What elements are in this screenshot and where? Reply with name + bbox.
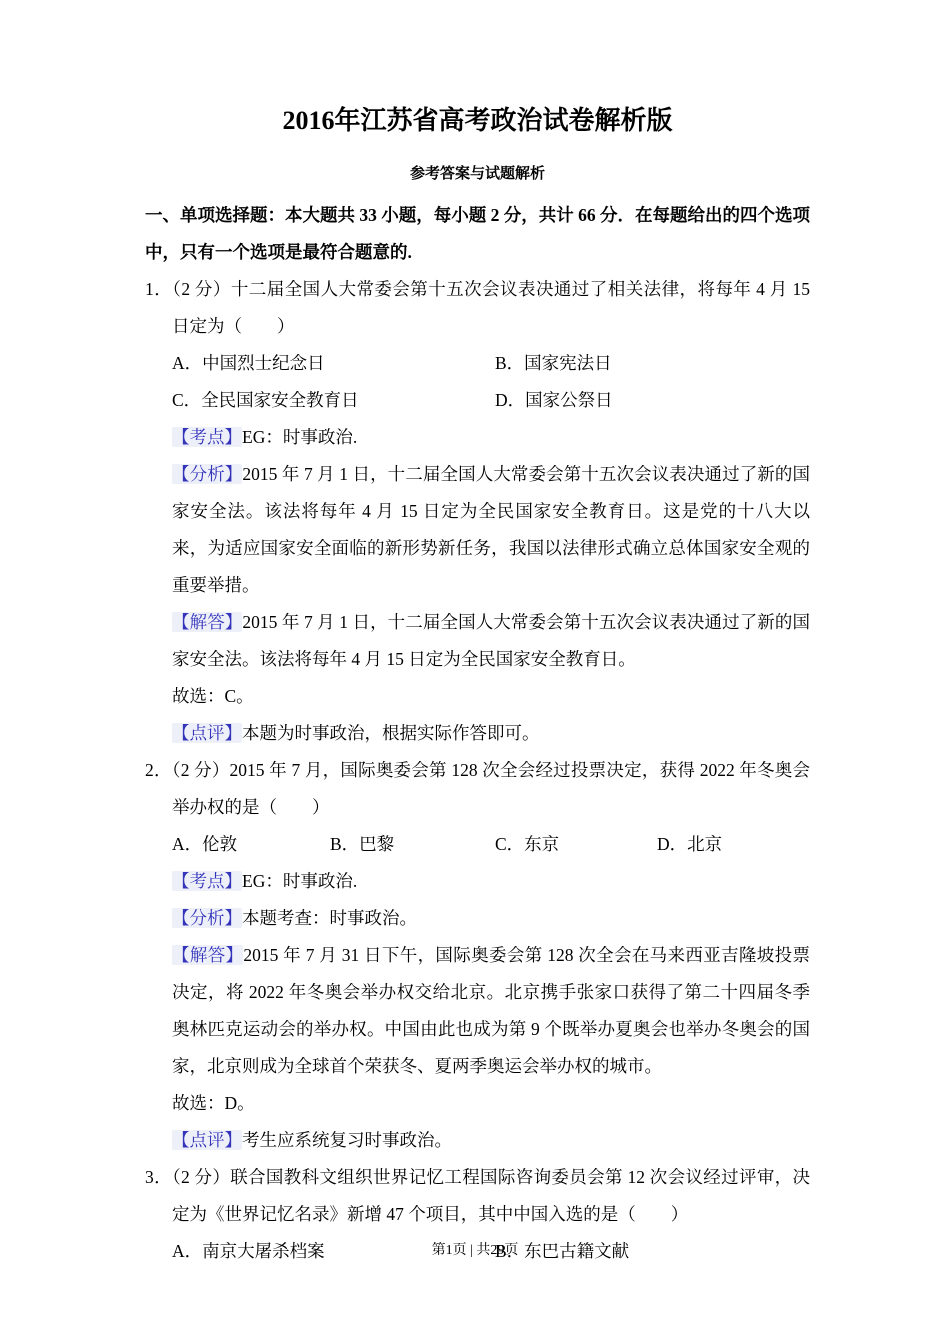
question-stem-line [145, 271, 810, 345]
question-number: 3． [145, 1167, 172, 1187]
question-2 [145, 752, 810, 1159]
comment-label: 【点评】 [172, 1130, 242, 1150]
option-a: A．伦敦 [172, 834, 238, 854]
solution-line [172, 604, 810, 678]
options-row [172, 826, 810, 863]
section-header: 一、单项选择题：本大题共 33 小题，每小题 2 分，共计 66 分．在每题给出的四个选项中，只有一个选项是最符合题意的. [145, 205, 810, 262]
answer-line: 故选：D。 [172, 1093, 255, 1113]
option-b: B．国家宪法日 [495, 353, 612, 373]
option-c: C．东京 [495, 834, 560, 854]
exam-point-label: 【考点】 [172, 427, 242, 447]
analysis-label: 【分析】 [172, 908, 242, 928]
options-row [172, 345, 810, 419]
comment-line [172, 715, 810, 752]
option-c: C．全民国家安全教育日 [172, 390, 359, 410]
question-stem: （2 分）2015 年 7 月，国际奥委会第 128 次全会经过投票决定，获得 2022 年冬奥会举办权的是（ ） [171, 760, 811, 817]
solution-label: 【解答】 [172, 945, 244, 965]
comment-text: 考生应系统复习时事政治。 [242, 1130, 452, 1150]
question-number: 2． [145, 760, 172, 780]
solution-text: 2015 年 7 月 1 日，十二届全国人大常委会第十五次会议表决通过了新的国家安全法。该法将每年 4 月 15 日定为全民国家安全教育日。 [172, 612, 811, 669]
exam-point-line [172, 419, 810, 456]
question-1 [145, 271, 810, 752]
solution-line [172, 937, 810, 1085]
option-b: B．东巴古籍文献 [495, 1241, 630, 1261]
option-a: A．南京大屠杀档案 [172, 1241, 325, 1261]
solution-text: 2015 年 7 月 31 日下午，国际奥委会第 128 次全会在马来西亚吉隆坡投票决定，将 2022 年冬奥会举办权交给北京。北京携手张家口获得了第二十四届冬季奥林匹克运动会的举办权。中国由此也成为第 9 个既举办夏奥会也举办冬奥会的国家，北京则成为全球首个荣获冬、夏两季奥运会举办权的城市。 [172, 945, 811, 1076]
page-subtitle: 参考答案与试题解析 [409, 166, 545, 182]
question-number: 1． [145, 279, 173, 299]
analysis-text: 本题考查：时事政治。 [242, 908, 417, 928]
analysis-line [172, 456, 810, 604]
comment-line [172, 1122, 810, 1159]
exam-point-label: 【考点】 [172, 871, 242, 891]
exam-point-text: EG：时事政治. [242, 427, 358, 447]
question-stem-line [145, 752, 810, 826]
question-stem: （2 分）联合国教科文组织世界记忆工程国际咨询委员会第 12 次会议经过评审，决定为《世界记忆名录》新增 47 个项目，其中中国入选的是（ ） [171, 1167, 811, 1224]
option-d: D．北京 [657, 834, 723, 854]
page-title: 2016年江苏省高考政治试卷解析版 [282, 106, 673, 135]
answer-line: 故选：C。 [172, 686, 254, 706]
comment-label: 【点评】 [172, 723, 242, 743]
option-a: A．中国烈士纪念日 [172, 353, 325, 373]
option-b: B．巴黎 [330, 834, 395, 854]
exam-point-text: EG：时事政治. [242, 871, 358, 891]
analysis-label: 【分析】 [172, 464, 243, 484]
solution-label: 【解答】 [172, 612, 243, 632]
exam-point-line [172, 863, 810, 900]
comment-text: 本题为时事政治，根据实际作答即可。 [242, 723, 540, 743]
question-stem-line [145, 1159, 810, 1233]
option-d: D．国家公祭日 [495, 390, 613, 410]
question-stem: （2 分）十二届全国人大常委会第十五次会议表决通过了相关法律，将每年 4 月 15 日定为（ ） [172, 279, 811, 336]
analysis-text: 2015 年 7 月 1 日，十二届全国人大常委会第十五次会议表决通过了新的国家安全法。该法将每年 4 月 15 日定为全民国家安全教育日。这是党的十八大以来，为适应国家安全面临的新形势新任务，我国以法律形式确立总体国家安全观的重要举措。 [172, 464, 811, 595]
analysis-line [172, 900, 810, 937]
page-footer: 第1页 | 共29页 [431, 1243, 519, 1258]
